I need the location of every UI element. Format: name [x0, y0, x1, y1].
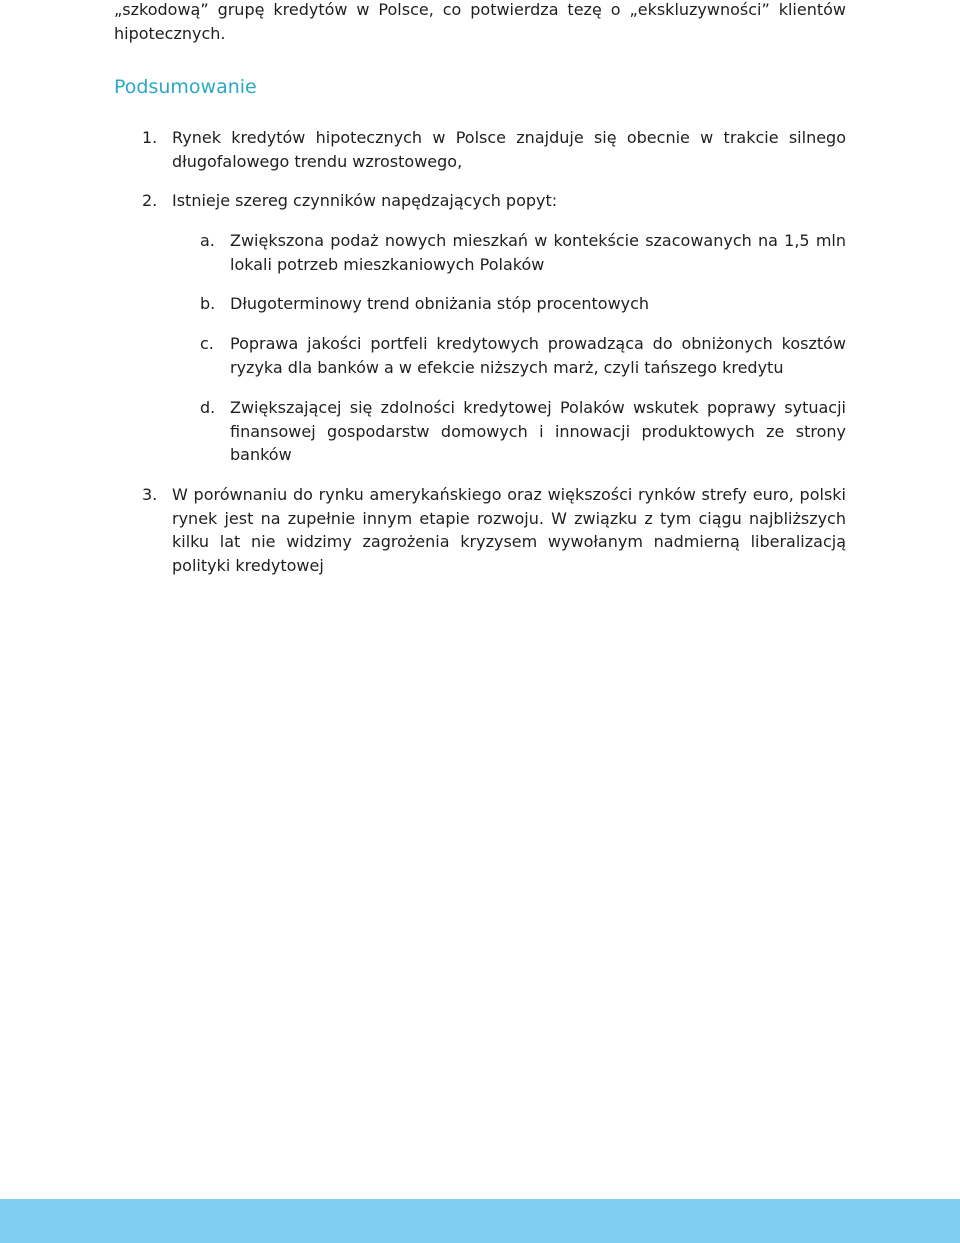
list-item-number: 2. — [142, 191, 158, 210]
section-heading: Podsumowanie — [114, 76, 257, 98]
sub-list-item-letter: b. — [200, 294, 216, 313]
list-item-text: Rynek kredytów hipotecznych w Polsce znajduje się obecnie w trakcie silnego długofalowego trendu wzrostowego, — [172, 128, 846, 171]
list-item-number: 1. — [142, 128, 158, 147]
list-item-number: 3. — [142, 485, 158, 504]
sub-list-item-letter: d. — [200, 398, 216, 417]
sub-list-item — [200, 229, 846, 276]
intro-paragraph: „szkodową” grupę kredytów w Polsce, co potwierdza tezę o „ekskluzywności” klientów hipotecznych. — [114, 0, 846, 43]
footer-bar — [0, 1199, 960, 1243]
list-item-text: W porównaniu do rynku amerykańskiego oraz większości rynków strefy euro, polski rynek jest na zupełnie innym etapie rozwoju. W związku z tym ciągu najbliższych kilku lat nie widzimy zagrożenia kryzysem wywołanym nadmierną liberalizacją polityki kredytowej — [172, 485, 846, 575]
sub-list-item-text: Długoterminowy trend obniżania stóp procentowych — [230, 294, 650, 313]
sub-list-item-text: Zwiększona podaż nowych mieszkań w kontekście szacowanych na 1,5 mln lokali potrzeb mieszkaniowych Polaków — [230, 231, 846, 274]
list-item — [142, 483, 846, 577]
sub-list-item-letter: a. — [200, 231, 215, 250]
sub-list-item-text: Zwiększającej się zdolności kredytowej Polaków wskutek poprawy sytuacji finansowej gospodarstw domowych i innowacji produktowych ze strony banków — [230, 398, 846, 464]
list-item — [142, 126, 846, 173]
sub-list-item-text: Poprawa jakości portfeli kredytowych prowadząca do obniżonych kosztów ryzyka dla banków a w efekcie niższych marż, czyli tańszego kredytu — [230, 334, 846, 377]
list-item — [142, 189, 846, 213]
sub-list-item — [200, 292, 846, 316]
sub-list-item-letter: c. — [200, 334, 214, 353]
list-item-text: Istnieje szereg czynników napędzających popyt: — [172, 191, 558, 210]
sub-list-item — [200, 396, 846, 467]
sub-list-item — [200, 332, 846, 379]
